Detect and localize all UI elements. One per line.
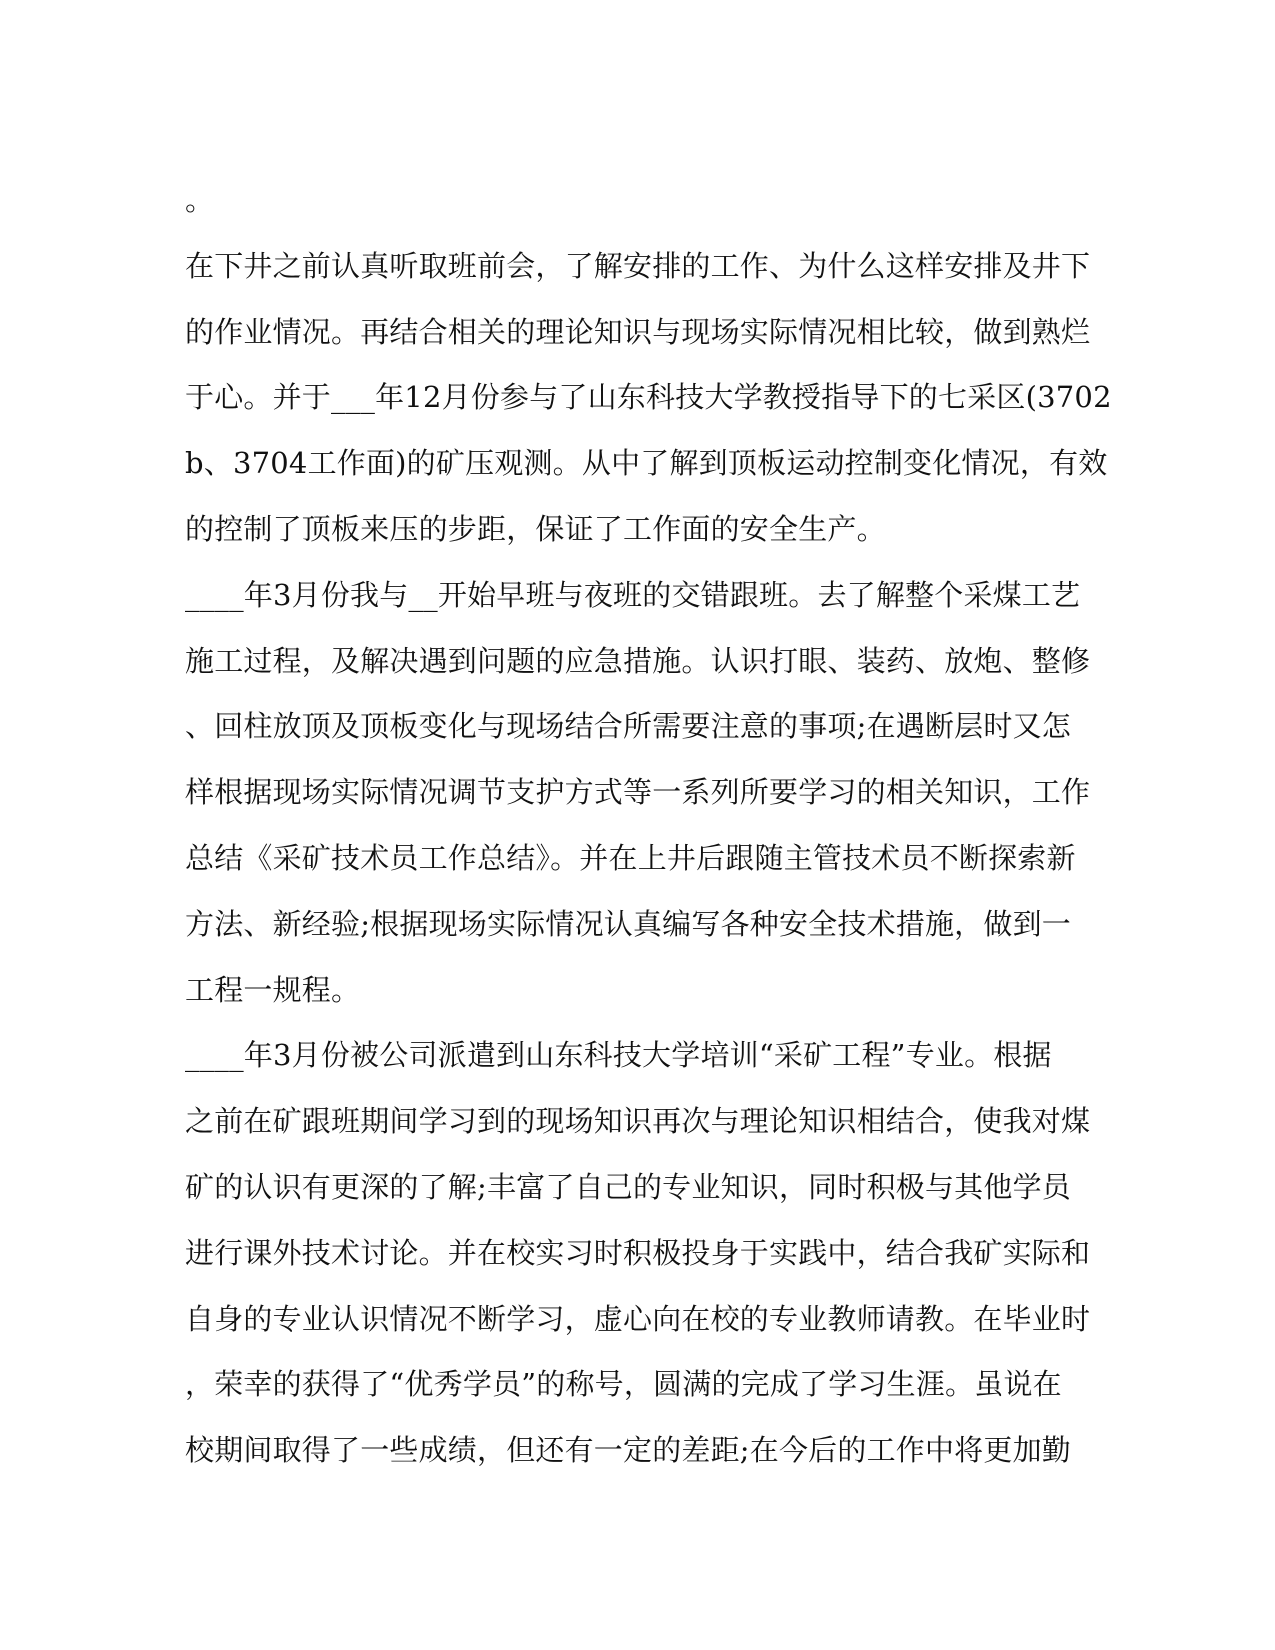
text-line: 样根据现场实际情况调节支护方式等一系列所要学习的相关知识，工作 bbox=[185, 775, 1091, 810]
text-line: ____年3月份被公司派遣到山东科技大学培训“采矿工程”专业。根据 bbox=[185, 1038, 1052, 1073]
text-line: 自身的专业认识情况不断学习，虚心向在校的专业教师请教。在毕业时 bbox=[185, 1301, 1091, 1336]
text-line: 进行课外技术讨论。并在校实习时积极投身于实践中，结合我矿实际和 bbox=[185, 1235, 1091, 1270]
text-line: 之前在矿跟班期间学习到的现场知识再次与理论知识相结合，使我对煤 bbox=[185, 1104, 1091, 1139]
text-line: 、回柱放顶及顶板变化与现场结合所需要注意的事项;在遇断层时又怎 bbox=[185, 709, 1071, 744]
text-line: 工程一规程。 bbox=[185, 972, 361, 1007]
text-line: 矿的认识有更深的了解;丰富了自己的专业知识，同时积极与其他学员 bbox=[185, 1169, 1071, 1204]
text-line: b、3704工作面)的矿压观测。从中了解到顶板运动控制变化情况，有效 bbox=[185, 446, 1108, 481]
text-line: ____年3月份我与__开始早班与夜班的交错跟班。去了解整个采煤工艺 bbox=[185, 577, 1081, 612]
text-line: 校期间取得了一些成绩，但还有一定的差距;在今后的工作中将更加勤 bbox=[185, 1433, 1071, 1468]
text-line: 的控制了顶板来压的步距，保证了工作面的安全生产。 bbox=[185, 511, 886, 546]
text-line: 施工过程，及解决遇到问题的应急措施。认识打眼、装药、放炮、整修 bbox=[185, 643, 1091, 678]
text-line: 总结《采矿技术员工作总结》。并在上井后跟随主管技术员不断探索新 bbox=[185, 840, 1076, 875]
text-line: 在下井之前认真听取班前会，了解安排的工作、为什么这样安排及井下 bbox=[185, 248, 1091, 283]
text-line: 。 bbox=[185, 183, 215, 217]
text-line: 的作业情况。再结合相关的理论知识与现场实际情况相比较，做到熟烂 bbox=[185, 314, 1091, 349]
document-body bbox=[185, 168, 1112, 1484]
text-line: 于心。并于___年12月份参与了山东科技大学教授指导下的七采区(3702 bbox=[185, 380, 1112, 415]
text-line: 方法、新经验;根据现场实际情况认真编写各种安全技术措施，做到一 bbox=[185, 906, 1071, 941]
text-line: ，荣幸的获得了“优秀学员”的称号，圆满的完成了学习生涯。虽说在 bbox=[185, 1367, 1062, 1402]
